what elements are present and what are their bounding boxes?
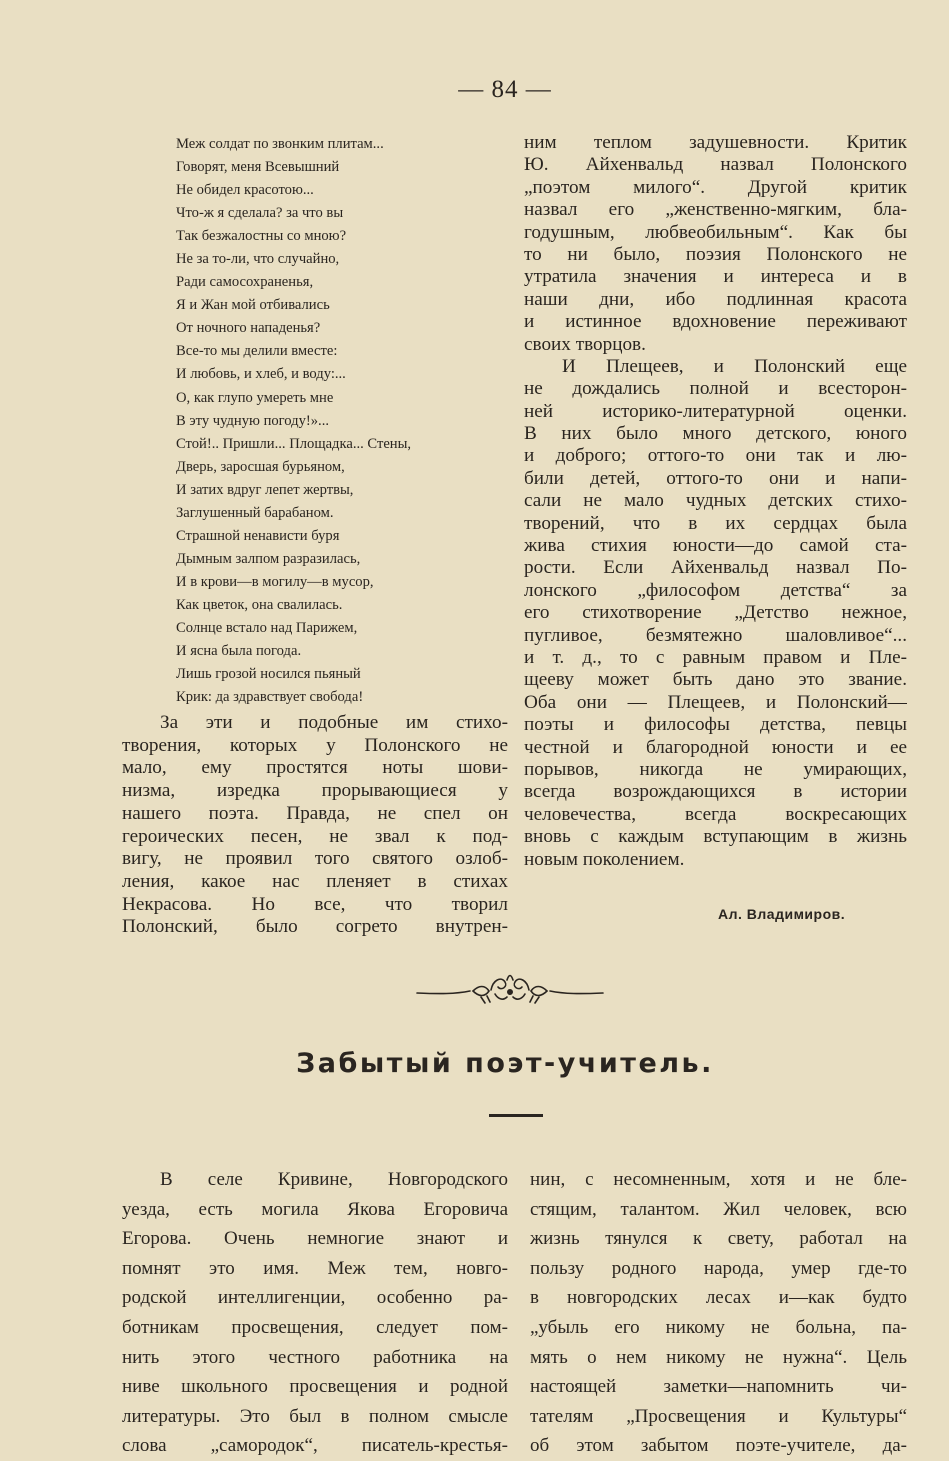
- poem-line: Говорят, меня Всевышний: [176, 159, 340, 176]
- text-line: В них было много детского, юного: [524, 423, 907, 445]
- author-signature: Ал. Владимиров.: [718, 906, 846, 922]
- text-line: честной и благородной юности и ее: [524, 736, 907, 758]
- text-line: годушным, любвеобильным“. Как бы: [524, 221, 907, 243]
- text-line: всегда возрождающихся в истории: [524, 781, 907, 803]
- text-line: стящим, талантом. Жил человек, всю: [530, 1198, 907, 1220]
- text-line: родской интеллигенции, особенно ра-: [122, 1287, 508, 1309]
- page-number: — 84 —: [458, 76, 552, 103]
- poem-line: Лишь грозой носился пьяный: [176, 666, 361, 683]
- text-line: мять о нем никому не нужна“. Цель: [530, 1346, 907, 1368]
- text-line: творений, что в их сердцах была: [524, 512, 907, 534]
- text-line: ления, какое нас пленяет в стихах: [122, 870, 508, 892]
- text-line: литературы. Это был в полном смысле: [122, 1405, 508, 1427]
- poem-line: Я и Жан мой отбивались: [176, 297, 330, 314]
- poem-line: И затих вдруг лепет жертвы,: [176, 481, 354, 498]
- text-line: об этом забытом поэте-учителе, да-: [530, 1435, 907, 1457]
- text-line: Ю. Айхенвальд назвал Полонского: [524, 154, 907, 176]
- text-line: вигу, не проявил того святого озлоб-: [122, 848, 508, 870]
- article-title: Забытый поэт-учитель.: [296, 1048, 714, 1079]
- text-line: били детей, оттого-то они и напи-: [524, 467, 907, 489]
- poem-line: Так безжалостны со мною?: [176, 228, 347, 245]
- text-line: и т. д., то с равным правом и Пле-: [524, 646, 907, 668]
- poem-line: Стой!.. Пришли... Площадка... Стены,: [176, 435, 412, 452]
- article-left-column: [122, 1165, 508, 1461]
- poem-line: Солнце встало над Парижем,: [176, 619, 358, 636]
- floral-divider-icon: [415, 970, 605, 1010]
- text-line: новым поколением.: [524, 848, 685, 870]
- text-line: нить этого честного работника на: [122, 1346, 508, 1368]
- poem-line: Как цветок, она свалилась.: [176, 596, 343, 613]
- poem-block: [176, 133, 506, 709]
- text-line: мало, ему простятся ноты шови-: [122, 757, 508, 779]
- poem-line: Ради самосохраненья,: [176, 274, 314, 291]
- text-line: вновь с каждым вступающим в жизнь: [524, 826, 907, 848]
- poem-line: О, как глупо умереть мне: [176, 389, 334, 406]
- text-line: творения, которых у Полонского не: [122, 734, 508, 756]
- text-line: Оба они — Плещеев, и Полонский—: [524, 691, 907, 713]
- text-line: порывов, никогда не умирающих,: [524, 758, 907, 780]
- text-line: назвал его „женственно-мягким, бла-: [524, 199, 907, 221]
- poem-line: Меж солдат по звонким плитам...: [176, 136, 384, 152]
- text-line: Некрасова. Но все, что творил: [122, 893, 508, 915]
- poem-line: Заглушенный барабаном.: [176, 504, 334, 521]
- text-line: слова „самородок“, писатель-крестья-: [122, 1435, 508, 1457]
- text-line: помнят это имя. Меж тем, новго-: [122, 1257, 508, 1279]
- text-line: „убыль его никому не больна, па-: [530, 1316, 907, 1338]
- text-line: ним теплом задушевности. Критик: [524, 132, 907, 153]
- text-line: сали не мало чудных детских стихо-: [524, 490, 907, 512]
- poem-line: И любовь, и хлеб, и воду:...: [176, 366, 346, 383]
- text-line: жива стихия юности—до самой ста-: [524, 535, 907, 557]
- article-right-column: [530, 1165, 907, 1461]
- text-line: лонского „философом детства“ за: [524, 579, 907, 601]
- right-column: [524, 132, 907, 871]
- poem-line: Страшной ненависти буря: [176, 527, 340, 544]
- poem-line: Не обидел красотою...: [176, 182, 314, 199]
- text-line: ботникам просвещения, следует пом-: [122, 1316, 508, 1338]
- poem-line: В эту чудную погоду!»...: [176, 412, 330, 429]
- text-line: низма, изредка прорывающиеся у: [122, 780, 508, 802]
- text-line: нашего поэта. Правда, не спел он: [122, 802, 508, 824]
- text-line: уезда, есть могила Якова Егоровича: [122, 1198, 508, 1220]
- text-line: пугливое, безмятежно шаловливое“...: [524, 624, 907, 646]
- text-line: и доброго; оттого-то они так и лю-: [524, 445, 907, 467]
- text-line: утратила значения и интереса и в: [524, 266, 907, 288]
- text-line: В селе Кривине, Новгородского: [160, 1169, 508, 1190]
- text-line: не дождались полной и всесторон-: [524, 378, 907, 400]
- text-line: За эти и подобные им стихо-: [160, 712, 508, 733]
- text-line: И Плещеев, и Полонский еще: [562, 355, 907, 377]
- poem-line: Крик: да здравствует свобода!: [176, 689, 364, 706]
- text-line: наши дни, ибо подлинная красота: [524, 288, 907, 310]
- text-line: своих творцов.: [524, 333, 646, 355]
- text-line: Егорова. Очень немногие знают и: [122, 1228, 508, 1250]
- text-line: человечества, всегда воскресающих: [524, 803, 907, 825]
- poem-line: Что-ж я сделала? за что вы: [176, 205, 344, 222]
- text-line: настоящей заметки—напомнить чи-: [530, 1376, 907, 1398]
- poem-line: От ночного нападенья?: [176, 320, 321, 337]
- text-line: ней историко-литературной оценки.: [524, 400, 907, 422]
- text-line: жизнь тянулся к свету, работал на: [530, 1228, 907, 1250]
- text-line: рости. Если Айхенвальд назвал По-: [524, 557, 907, 579]
- poem-line: Не за то-ли, что случайно,: [176, 251, 340, 268]
- text-line: его стихотворение „Детство нежное,: [524, 602, 907, 624]
- text-line: в новгородских лесах и—как будто: [530, 1287, 907, 1309]
- poem-line: И ясна была погода.: [176, 643, 302, 660]
- text-line: тателям „Просвещения и Культуры“: [530, 1405, 907, 1427]
- text-line: поэты и философы детства, певцы: [524, 714, 907, 736]
- text-line: нин, с несомненным, хотя и не бле-: [530, 1169, 907, 1190]
- poem-line: И в крови—в могилу—в мусор,: [176, 573, 374, 590]
- poem-line: Все-то мы делили вместе:: [176, 343, 338, 360]
- poem-line: Дверь, заросшая бурьяном,: [176, 458, 345, 475]
- text-line: пользу родного народа, умер где-то: [530, 1257, 907, 1279]
- text-line: то ни было, поэзия Полонского не: [524, 243, 907, 265]
- text-line: и истинное вдохновение переживают: [524, 311, 907, 333]
- text-line: щееву может быть дано это звание.: [524, 669, 907, 691]
- text-line: „поэтом милого“. Другой критик: [524, 176, 907, 198]
- text-line: героических песен, не звал к под-: [122, 825, 508, 847]
- text-line: Полонский, было согрето внутрен-: [122, 916, 508, 938]
- left-paragraph: [122, 712, 508, 939]
- title-rule: [489, 1114, 543, 1117]
- text-line: ниве школьного просвещения и родной: [122, 1376, 508, 1398]
- poem-line: Дымным залпом разразилась,: [176, 550, 361, 567]
